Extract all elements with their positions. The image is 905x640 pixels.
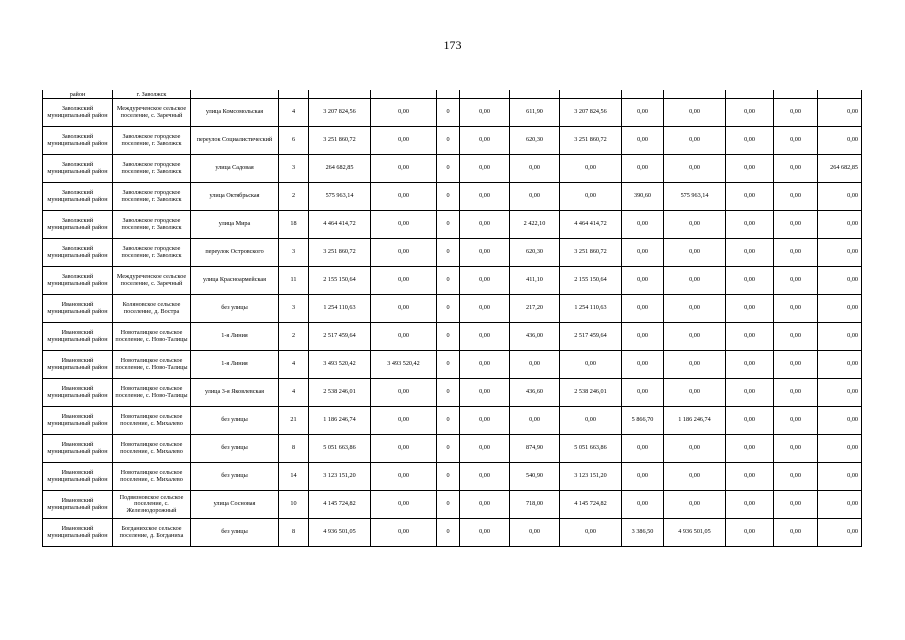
value-cell: 2 517 459,64 xyxy=(560,323,622,351)
street-cell: без улицы xyxy=(191,435,279,463)
value-cell: 620,30 xyxy=(510,239,560,267)
value-cell: 0,00 xyxy=(774,519,818,547)
value-cell: 0 xyxy=(437,407,460,435)
value-cell: 0,00 xyxy=(560,155,622,183)
district-cell: Заволжский муниципальный район xyxy=(43,211,113,239)
value-cell: 0,00 xyxy=(460,491,510,519)
district-cell: Заволжский муниципальный район xyxy=(43,127,113,155)
district-cell: Заволжский муниципальный район xyxy=(43,239,113,267)
table-row xyxy=(43,407,862,435)
total-cost-cell: 1 186 246,74 xyxy=(309,407,371,435)
value-cell: 0,00 xyxy=(560,519,622,547)
settlement-cell: Заволжское городское поселение, г. Заволжск xyxy=(113,211,191,239)
value-cell: 0,00 xyxy=(664,239,726,267)
district-cell: Ивановский муниципальный район xyxy=(43,351,113,379)
count-cell: 21 xyxy=(279,407,309,435)
value-cell: 0 xyxy=(437,351,460,379)
value-cell: 0,00 xyxy=(726,435,774,463)
value-cell: 0,00 xyxy=(622,379,664,407)
street-cell: без улицы xyxy=(191,463,279,491)
value-cell: 540,90 xyxy=(510,463,560,491)
settlement-cell: Коляновское сельское поселение, д. Востра xyxy=(113,295,191,323)
value-cell: 0,00 xyxy=(460,379,510,407)
value-cell: 0,00 xyxy=(622,127,664,155)
settlement-cell: Междуреченское сельское поселение, с. Заречный xyxy=(113,99,191,127)
value-cell: 0,00 xyxy=(371,463,437,491)
value-cell: 718,00 xyxy=(510,491,560,519)
value-cell: 3 386,50 xyxy=(622,519,664,547)
value-cell: 611,90 xyxy=(510,99,560,127)
table-row xyxy=(43,323,862,351)
value-cell: 0,00 xyxy=(774,127,818,155)
value-cell: 0,00 xyxy=(818,463,862,491)
street-cell: улица Сосновая xyxy=(191,491,279,519)
value-cell: 0,00 xyxy=(726,239,774,267)
value-cell: 0,00 xyxy=(774,323,818,351)
value-cell: 4 145 724,82 xyxy=(560,491,622,519)
value-cell: 0,00 xyxy=(460,295,510,323)
value-cell: 0,00 xyxy=(818,351,862,379)
value-cell: 0,00 xyxy=(622,491,664,519)
value-cell: 0,00 xyxy=(371,491,437,519)
value-cell: 0,00 xyxy=(818,295,862,323)
value-cell: 0,00 xyxy=(818,323,862,351)
value-cell: 0,00 xyxy=(510,407,560,435)
value-cell: 0,00 xyxy=(560,183,622,211)
value-cell: 0 xyxy=(437,435,460,463)
table-row xyxy=(43,295,862,323)
street-cell: улица Комсомольская xyxy=(191,99,279,127)
table-body xyxy=(43,90,862,547)
value-cell: 0,00 xyxy=(560,407,622,435)
value-cell: 0,00 xyxy=(664,295,726,323)
value-cell: 390,60 xyxy=(622,183,664,211)
value-cell: 3 123 151,20 xyxy=(560,463,622,491)
value-cell: 1 186 246,74 xyxy=(664,407,726,435)
value-cell: 0,00 xyxy=(460,407,510,435)
value-cell: 0 xyxy=(437,379,460,407)
street-cell: без улицы xyxy=(191,407,279,435)
street-cell: 1-я Линия xyxy=(191,323,279,351)
value-cell: 0 xyxy=(437,267,460,295)
total-cost-cell: 3 251 860,72 xyxy=(309,127,371,155)
street-cell: без улицы xyxy=(191,519,279,547)
value-cell: 0 xyxy=(437,183,460,211)
value-cell: 0,00 xyxy=(818,239,862,267)
district-cell: Заволжский муниципальный район xyxy=(43,99,113,127)
value-cell: 620,30 xyxy=(510,127,560,155)
value-cell: 0,00 xyxy=(774,211,818,239)
value-cell: 0,00 xyxy=(664,351,726,379)
value-cell: 5 866,70 xyxy=(622,407,664,435)
street-cell: улица Мира xyxy=(191,211,279,239)
value-cell: 0,00 xyxy=(371,435,437,463)
district-cell: район xyxy=(43,90,113,99)
value-cell: 0,00 xyxy=(622,239,664,267)
value-cell: 0,00 xyxy=(818,127,862,155)
value-cell: 0,00 xyxy=(726,323,774,351)
value-cell: 0,00 xyxy=(726,183,774,211)
value-cell: 436,00 xyxy=(510,323,560,351)
value-cell: 0,00 xyxy=(371,519,437,547)
value-cell: 0,00 xyxy=(664,99,726,127)
total-cost-cell: 3 251 860,72 xyxy=(309,239,371,267)
value-cell: 0,00 xyxy=(371,239,437,267)
value-cell: 0,00 xyxy=(726,211,774,239)
value-cell: 0,00 xyxy=(726,463,774,491)
value-cell: 1 254 110,63 xyxy=(560,295,622,323)
table-row xyxy=(43,435,862,463)
value-cell: 0,00 xyxy=(726,519,774,547)
value-cell: 0,00 xyxy=(664,267,726,295)
value-cell: 0,00 xyxy=(622,211,664,239)
street-cell: переулок Островского xyxy=(191,239,279,267)
table-row xyxy=(43,127,862,155)
value-cell: 0,00 xyxy=(371,211,437,239)
value-cell: 0,00 xyxy=(622,323,664,351)
value-cell: 0,00 xyxy=(664,211,726,239)
value-cell: 0 xyxy=(437,491,460,519)
total-cost-cell: 2 155 150,64 xyxy=(309,267,371,295)
district-cell: Ивановский муниципальный район xyxy=(43,463,113,491)
value-cell: 0,00 xyxy=(818,435,862,463)
value-cell: 411,10 xyxy=(510,267,560,295)
value-cell: 0,00 xyxy=(460,519,510,547)
value-cell: 264 682,85 xyxy=(818,155,862,183)
count-cell: 14 xyxy=(279,463,309,491)
value-cell: 0,00 xyxy=(460,183,510,211)
value-cell: 0,00 xyxy=(622,351,664,379)
table-row xyxy=(43,267,862,295)
value-cell: 0 xyxy=(437,519,460,547)
value-cell: 874,90 xyxy=(510,435,560,463)
value-cell: 0,00 xyxy=(774,463,818,491)
settlement-cell: Заволжское городское поселение, г. Заволжск xyxy=(113,183,191,211)
value-cell: 0,00 xyxy=(726,99,774,127)
value-cell: 0,00 xyxy=(460,435,510,463)
table-row xyxy=(43,155,862,183)
value-cell: 0,00 xyxy=(726,491,774,519)
value-cell: 0,00 xyxy=(622,463,664,491)
count-cell: 4 xyxy=(279,351,309,379)
total-cost-cell: 5 051 663,86 xyxy=(309,435,371,463)
value-cell: 0,00 xyxy=(622,435,664,463)
count-cell: 11 xyxy=(279,267,309,295)
value-cell: 0,00 xyxy=(460,323,510,351)
value-cell: 2 422,10 xyxy=(510,211,560,239)
value-cell: 0,00 xyxy=(726,127,774,155)
value-cell: 0,00 xyxy=(818,267,862,295)
street-cell: улица 3-я Яковлевская xyxy=(191,379,279,407)
value-cell: 0,00 xyxy=(664,127,726,155)
settlement-cell: Заволжское городское поселение, г. Заволжск xyxy=(113,155,191,183)
value-cell: 0 xyxy=(437,323,460,351)
value-cell: 0,00 xyxy=(371,295,437,323)
value-cell: 0 xyxy=(437,99,460,127)
count-cell: 2 xyxy=(279,183,309,211)
count-cell: 10 xyxy=(279,491,309,519)
value-cell: 0,00 xyxy=(510,155,560,183)
value-cell: 3 251 860,72 xyxy=(560,127,622,155)
value-cell: 0,00 xyxy=(371,407,437,435)
value-cell: 0,00 xyxy=(774,155,818,183)
value-cell: 0,00 xyxy=(818,519,862,547)
value-cell: 0,00 xyxy=(460,211,510,239)
table-row xyxy=(43,463,862,491)
total-cost-cell: 3 123 151,20 xyxy=(309,463,371,491)
count-cell: 3 xyxy=(279,155,309,183)
value-cell: 3 493 520,42 xyxy=(371,351,437,379)
value-cell: 0,00 xyxy=(460,127,510,155)
value-cell: 0,00 xyxy=(371,323,437,351)
value-cell: 0 xyxy=(437,463,460,491)
value-cell: 0,00 xyxy=(726,351,774,379)
value-cell: 3 251 860,72 xyxy=(560,239,622,267)
value-cell: 0,00 xyxy=(371,155,437,183)
value-cell: 0,00 xyxy=(510,183,560,211)
total-cost-cell: 3 207 824,56 xyxy=(309,99,371,127)
value-cell: 0,00 xyxy=(726,407,774,435)
value-cell: 0,00 xyxy=(664,435,726,463)
value-cell: 0,00 xyxy=(726,267,774,295)
value-cell: 0,00 xyxy=(664,323,726,351)
district-cell: Ивановский муниципальный район xyxy=(43,407,113,435)
value-cell: 0,00 xyxy=(818,491,862,519)
count-cell: 4 xyxy=(279,99,309,127)
value-cell: 0,00 xyxy=(510,519,560,547)
district-cell: Ивановский муниципальный район xyxy=(43,519,113,547)
settlement-cell: Богданихское сельское поселение, д. Богданиха xyxy=(113,519,191,547)
total-cost-cell: 4 145 724,82 xyxy=(309,491,371,519)
district-cell: Заволжский муниципальный район xyxy=(43,183,113,211)
value-cell: 0,00 xyxy=(664,463,726,491)
value-cell: 0,00 xyxy=(818,407,862,435)
settlement-cell: г. Заволжск xyxy=(113,90,191,99)
table-row xyxy=(43,491,862,519)
table-row xyxy=(43,519,862,547)
table-row xyxy=(43,183,862,211)
value-cell: 0,00 xyxy=(664,491,726,519)
district-cell: Ивановский муниципальный район xyxy=(43,323,113,351)
value-cell: 575 963,14 xyxy=(664,183,726,211)
street-cell: 1-я Линия xyxy=(191,351,279,379)
value-cell: 0,00 xyxy=(510,351,560,379)
value-cell: 0,00 xyxy=(460,155,510,183)
settlement-cell: Подвязновское сельское поселение, с. Железнодорожный xyxy=(113,491,191,519)
value-cell: 0,00 xyxy=(664,155,726,183)
value-cell: 0,00 xyxy=(560,351,622,379)
street-cell: улица Красноармейская xyxy=(191,267,279,295)
value-cell: 0,00 xyxy=(460,351,510,379)
value-cell: 0,00 xyxy=(774,351,818,379)
settlement-cell: Новоталицкое сельское поселение, с. Михалево xyxy=(113,407,191,435)
value-cell: 5 051 663,86 xyxy=(560,435,622,463)
value-cell: 0,00 xyxy=(818,99,862,127)
value-cell: 0,00 xyxy=(622,295,664,323)
value-cell: 3 207 824,56 xyxy=(560,99,622,127)
value-cell: 0 xyxy=(437,127,460,155)
street-cell: улица Октябрьская xyxy=(191,183,279,211)
value-cell: 0,00 xyxy=(664,379,726,407)
value-cell: 0,00 xyxy=(726,295,774,323)
value-cell: 217,20 xyxy=(510,295,560,323)
count-cell: 18 xyxy=(279,211,309,239)
district-cell: Ивановский муниципальный район xyxy=(43,491,113,519)
settlement-cell: Новоталицкое сельское поселение, с. Михалево xyxy=(113,463,191,491)
total-cost-cell: 2 517 459,64 xyxy=(309,323,371,351)
value-cell: 0,00 xyxy=(774,435,818,463)
value-cell: 4 464 414,72 xyxy=(560,211,622,239)
value-cell: 0,00 xyxy=(818,211,862,239)
value-cell: 0,00 xyxy=(818,183,862,211)
district-cell: Ивановский муниципальный район xyxy=(43,379,113,407)
value-cell: 0,00 xyxy=(774,183,818,211)
total-cost-cell: 4 464 414,72 xyxy=(309,211,371,239)
settlement-cell: Заволжское городское поселение, г. Заволжск xyxy=(113,239,191,267)
count-cell: 3 xyxy=(279,239,309,267)
total-cost-cell: 4 936 501,05 xyxy=(309,519,371,547)
total-cost-cell: 264 682,85 xyxy=(309,155,371,183)
value-cell: 0,00 xyxy=(371,127,437,155)
count-cell: 2 xyxy=(279,323,309,351)
value-cell: 0,00 xyxy=(371,267,437,295)
total-cost-cell: 1 254 110,63 xyxy=(309,295,371,323)
value-cell: 0,00 xyxy=(460,463,510,491)
value-cell: 0,00 xyxy=(774,407,818,435)
value-cell: 0,00 xyxy=(371,99,437,127)
page-number: 173 xyxy=(443,38,462,52)
value-cell: 436,60 xyxy=(510,379,560,407)
value-cell: 2 155 150,64 xyxy=(560,267,622,295)
settlement-cell: Заволжское городское поселение, г. Заволжск xyxy=(113,127,191,155)
value-cell: 0,00 xyxy=(622,99,664,127)
table-row xyxy=(43,211,862,239)
table-row xyxy=(43,379,862,407)
value-cell: 0,00 xyxy=(371,183,437,211)
value-cell: 0,00 xyxy=(726,379,774,407)
settlement-cell: Междуреченское сельское поселение, с. Заречный xyxy=(113,267,191,295)
value-cell: 0 xyxy=(437,211,460,239)
value-cell: 0,00 xyxy=(818,379,862,407)
value-cell: 0,00 xyxy=(774,295,818,323)
table-row xyxy=(43,99,862,127)
settlement-cell: Новоталицкое сельское поселение, с. Ново-Талицы xyxy=(113,379,191,407)
settlement-cell: Новоталицкое сельское поселение, с. Ново-Талицы xyxy=(113,323,191,351)
value-cell: 0,00 xyxy=(774,99,818,127)
count-cell: 8 xyxy=(279,435,309,463)
value-cell: 0,00 xyxy=(726,155,774,183)
table-row-continued xyxy=(43,90,862,99)
value-cell: 0,00 xyxy=(371,379,437,407)
value-cell: 0,00 xyxy=(460,99,510,127)
total-cost-cell: 575 963,14 xyxy=(309,183,371,211)
district-cell: Ивановский муниципальный район xyxy=(43,435,113,463)
value-cell: 0,00 xyxy=(774,267,818,295)
settlement-cell: Новоталицкое сельское поселение, с. Ново-Талицы xyxy=(113,351,191,379)
table-row xyxy=(43,239,862,267)
district-cell: Заволжский муниципальный район xyxy=(43,267,113,295)
value-cell: 4 936 501,05 xyxy=(664,519,726,547)
district-cell: Ивановский муниципальный район xyxy=(43,295,113,323)
count-cell: 3 xyxy=(279,295,309,323)
value-cell: 0,00 xyxy=(774,491,818,519)
value-cell: 0 xyxy=(437,239,460,267)
count-cell: 6 xyxy=(279,127,309,155)
value-cell: 0,00 xyxy=(774,379,818,407)
street-cell: переулок Социалистический xyxy=(191,127,279,155)
value-cell: 2 538 246,01 xyxy=(560,379,622,407)
street-cell: улица Садовая xyxy=(191,155,279,183)
street-cell: без улицы xyxy=(191,295,279,323)
district-cell: Заволжский муниципальный район xyxy=(43,155,113,183)
table-row xyxy=(43,351,862,379)
value-cell: 0,00 xyxy=(622,267,664,295)
value-cell: 0,00 xyxy=(460,239,510,267)
value-cell: 0,00 xyxy=(460,267,510,295)
value-cell: 0 xyxy=(437,295,460,323)
total-cost-cell: 2 538 246,01 xyxy=(309,379,371,407)
settlement-cell: Новоталицкое сельское поселение, с. Михалево xyxy=(113,435,191,463)
total-cost-cell: 3 493 520,42 xyxy=(309,351,371,379)
value-cell: 0 xyxy=(437,155,460,183)
value-cell: 0,00 xyxy=(622,155,664,183)
data-table xyxy=(42,90,862,547)
count-cell: 8 xyxy=(279,519,309,547)
value-cell: 0,00 xyxy=(774,239,818,267)
count-cell: 4 xyxy=(279,379,309,407)
